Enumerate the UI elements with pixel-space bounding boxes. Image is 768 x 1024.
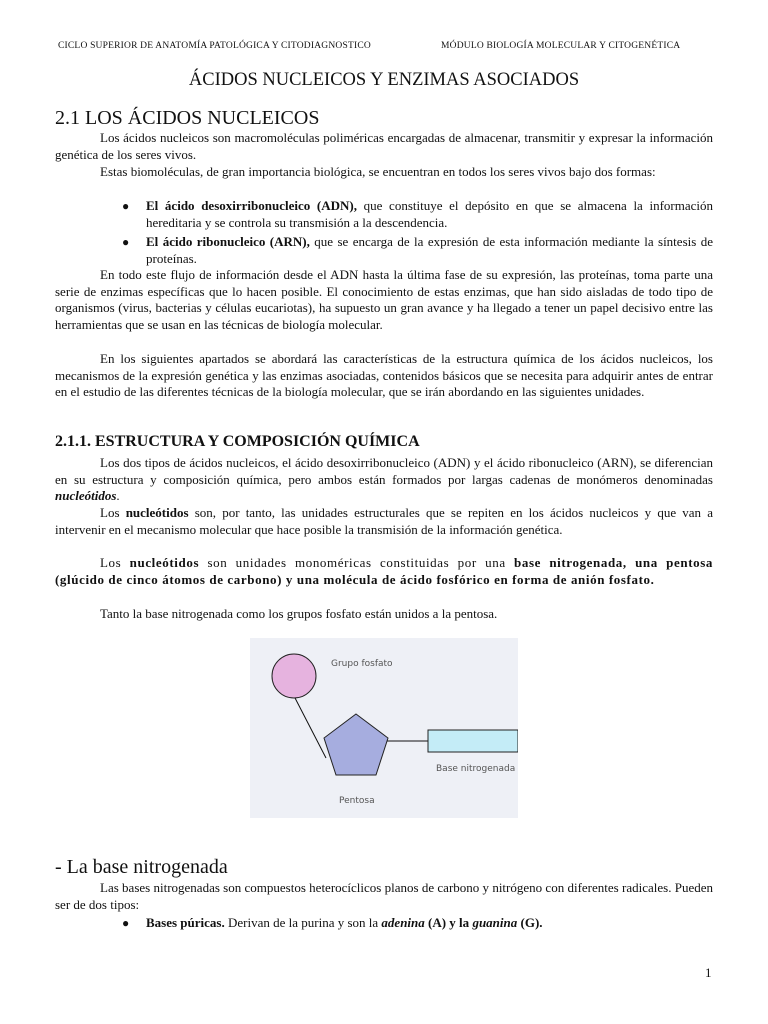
bullet-icon: ● [122, 916, 130, 930]
page-number: 1 [705, 965, 712, 980]
subsection-paragraph-4: Tanto la base nitrogenada como los grupos fosfato están unidos a la pentosa. [100, 606, 498, 621]
subsection-paragraph-1: Los dos tipos de ácidos nucleicos, el ácido desoxirribonucleico (ADN) y el ácido ribonucleico (ARN), se diferencian en su estructura y composición química, pero ambos están formados por largas cadenas de monómeros denominadas nucleótidos. [55, 455, 713, 504]
label-base: Base nitrogenada [436, 764, 516, 774]
section-paragraph-2: Estas biomoléculas, de gran importancia biológica, se encuentran en todos los seres vivos bajo dos formas: [100, 164, 656, 179]
bullet-adn-text: que constituye el depósito en que se almacena la información hereditaria y se controla su transmisión a la descendencia. [146, 198, 714, 230]
phosphate-circle [272, 654, 316, 698]
subsection-paragraph-3: Los nucleótidos son unidades monoméricas constituidas por una base nitrogenada, una pentosa (glúcido de cinco átomos de carbono) y una molécula de ácido fosfórico en forma de anión fosfato. [55, 555, 713, 587]
running-header-right: MÓDULO BIOLOGÍA MOLECULAR Y CITOGENÉTICA [441, 41, 681, 51]
bullet-adn-term: El ácido desoxirribonucleico (ADN), [146, 198, 357, 213]
bullet-icon: ● [122, 199, 130, 213]
nucleotidos-term: nucleótidos [55, 488, 117, 504]
bullet-bases-puricas: ● Bases púricas. Derivan de la purina y son la adenina (A) y la guanina (G). [122, 915, 543, 930]
bullet-arn-term: El ácido ribonucleico (ARN), [146, 234, 310, 249]
label-pentose: Pentosa [339, 796, 375, 806]
base-section-paragraph: Las bases nitrogenadas son compuestos heterocíclicos planos de carbono y nitrógeno con diferentes radicales. Pueden ser de dos tipos: [55, 880, 713, 912]
section-paragraph-4: En los siguientes apartados se abordará las características de la estructura química de los ácidos nucleicos, los mecanismos de la expresión genética y las enzimas asociadas, contenidos básicos que se necesita para adquirir antes de entrar en el estudio de las diferentes técnicas de la biología molecular, que se irán abordando en las siguientes unidades. [55, 351, 713, 400]
section-paragraph-3: En todo este flujo de información desde el ADN hasta la última fase de su expresión, las proteínas, toma parte una serie de enzimas específicas que lo hacen posible. El conocimiento de estas enzimas, que han sido aisladas de todo tipo de organismos (virus, bacterias y células eucariotas), ha supuesto un gran avance y ha llegado a tener un papel decisivo entre las herramientas que se usan en las técnicas de biología molecular. [55, 267, 713, 333]
base-section-heading: - La base nitrogenada [55, 856, 228, 878]
nucleotide-diagram [250, 638, 518, 818]
subsection-heading: 2.1.1. ESTRUCTURA Y COMPOSICIÓN QUÍMICA [55, 433, 420, 450]
document-title: ÁCIDOS NUCLEICOS Y ENZIMAS ASOCIADOS [188, 70, 580, 90]
bullet-icon: ● [122, 235, 130, 249]
running-header-left: CICLO SUPERIOR DE ANATOMÍA PATOLÓGICA Y CITODIAGNOSTICO [58, 41, 371, 51]
section-heading: 2.1 LOS ÁCIDOS NUCLEICOS [55, 107, 320, 129]
subsection-paragraph-2: Los nucleótidos son, por tanto, las unidades estructurales que se repiten en los ácidos nucleicos y que van a intervenir en el mecanismo molecular que hace posible la transmisión de la información genética. [55, 505, 713, 537]
label-phosphate: Grupo fosfato [331, 659, 393, 669]
bullet-arn [122, 234, 713, 267]
bullet-arn-text: que se encarga de la expresión de esta información mediante la síntesis de proteínas. [146, 234, 713, 266]
base-rectangle [428, 730, 518, 752]
bullet-adn [122, 198, 714, 231]
section-paragraph-1: Los ácidos nucleicos son macromoléculas poliméricas encargadas de almacenar, transmitir y expresar la información genética de los seres vivos. [55, 130, 713, 162]
